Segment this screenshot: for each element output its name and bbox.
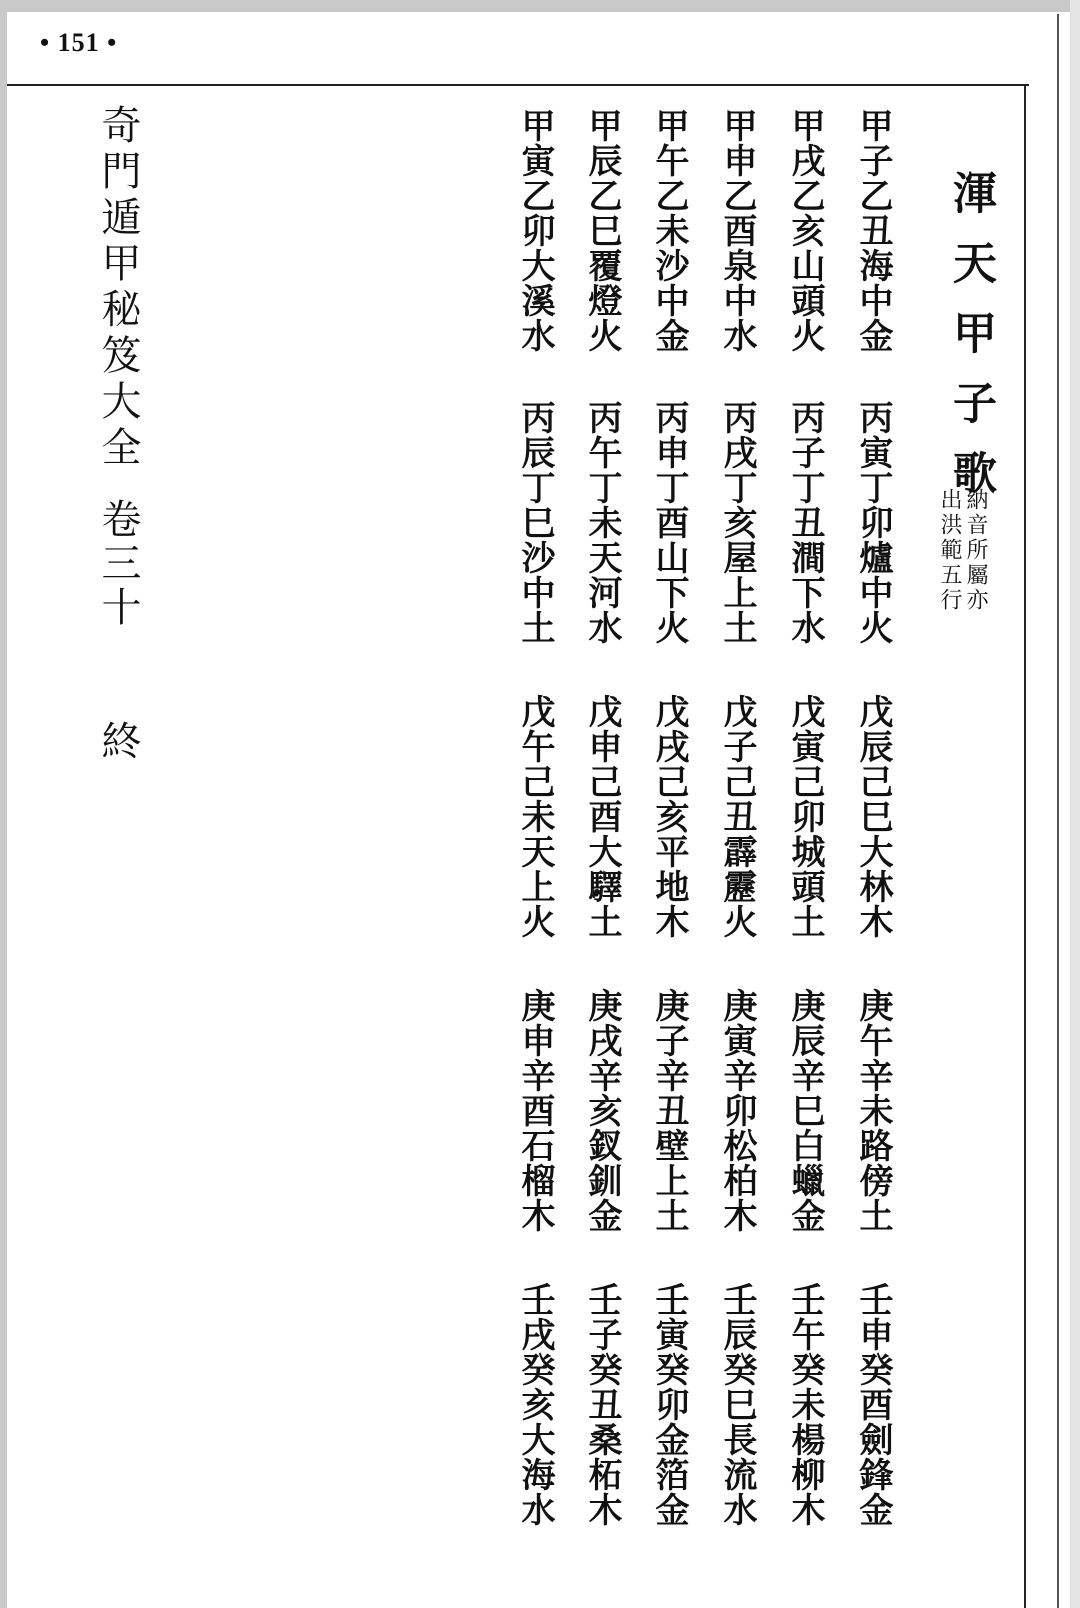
nayin-entry: 戊寅己卯城頭土 xyxy=(785,694,825,939)
nayin-entry: 庚辰辛巳白蠟金 xyxy=(785,988,825,1233)
nayin-entry: 壬申癸酉劍鋒金 xyxy=(853,1282,893,1527)
volume-label: 卷三十 xyxy=(95,498,141,630)
page-number: • 151 • xyxy=(40,28,118,57)
nayin-entry: 戊午己未天上火 xyxy=(515,694,555,939)
song-note-line: 納音所屬亦 xyxy=(963,488,988,613)
nayin-entry: 庚午辛未路傍土 xyxy=(853,988,893,1233)
song-title: 渾天甲子歌 xyxy=(945,170,996,520)
nayin-entry: 丙辰丁巳沙中土 xyxy=(515,400,555,645)
scan-border-top xyxy=(0,0,1080,12)
outer-margin-rule xyxy=(1057,14,1059,1608)
nayin-entry: 庚戌辛亥釵釧金 xyxy=(582,988,622,1233)
nayin-entry: 壬午癸未楊柳木 xyxy=(785,1282,825,1527)
nayin-entry: 庚申辛酉石榴木 xyxy=(515,988,555,1233)
nayin-entry: 甲申乙酉泉中水 xyxy=(717,108,757,353)
nayin-entry: 壬辰癸巳長流水 xyxy=(717,1282,757,1527)
nayin-entry: 丙戌丁亥屋上土 xyxy=(717,400,757,645)
nayin-entry: 壬寅癸卯金箔金 xyxy=(649,1282,689,1527)
nayin-entry: 丙申丁酉山下火 xyxy=(649,400,689,645)
nayin-entry: 甲戌乙亥山頭火 xyxy=(785,108,825,353)
nayin-entry: 庚寅辛卯松柏木 xyxy=(717,988,757,1233)
nayin-entry: 庚子辛丑壁上土 xyxy=(649,988,689,1233)
nayin-entry: 丙子丁丑澗下水 xyxy=(785,400,825,645)
end-mark: 終 xyxy=(95,720,141,760)
scan-border-right xyxy=(1070,0,1080,1608)
nayin-entry: 戊子己丑霹靂火 xyxy=(717,694,757,939)
nayin-entry: 甲辰乙巳覆燈火 xyxy=(582,108,622,353)
book-title: 奇門遁甲秘笈大全 xyxy=(95,104,141,472)
nayin-entry: 丙午丁未天河水 xyxy=(582,400,622,645)
nayin-entry: 戊辰己巳大林木 xyxy=(853,694,893,939)
nayin-entry: 壬子癸丑桑柘木 xyxy=(582,1282,622,1527)
top-rule-divider xyxy=(7,84,1029,86)
nayin-entry: 丙寅丁卯爐中火 xyxy=(853,400,893,645)
song-note-line: 出洪範五行 xyxy=(937,488,962,613)
nayin-entry: 甲子乙丑海中金 xyxy=(853,108,893,353)
scan-border-left xyxy=(0,0,7,1608)
nayin-entry: 戊申己酉大驛土 xyxy=(582,694,622,939)
nayin-entry: 壬戌癸亥大海水 xyxy=(515,1282,555,1527)
nayin-entry: 戊戌己亥平地木 xyxy=(649,694,689,939)
nayin-entry: 甲午乙未沙中金 xyxy=(649,108,689,353)
right-margin-rule xyxy=(1024,84,1026,1608)
nayin-entry: 甲寅乙卯大溪水 xyxy=(515,108,555,353)
